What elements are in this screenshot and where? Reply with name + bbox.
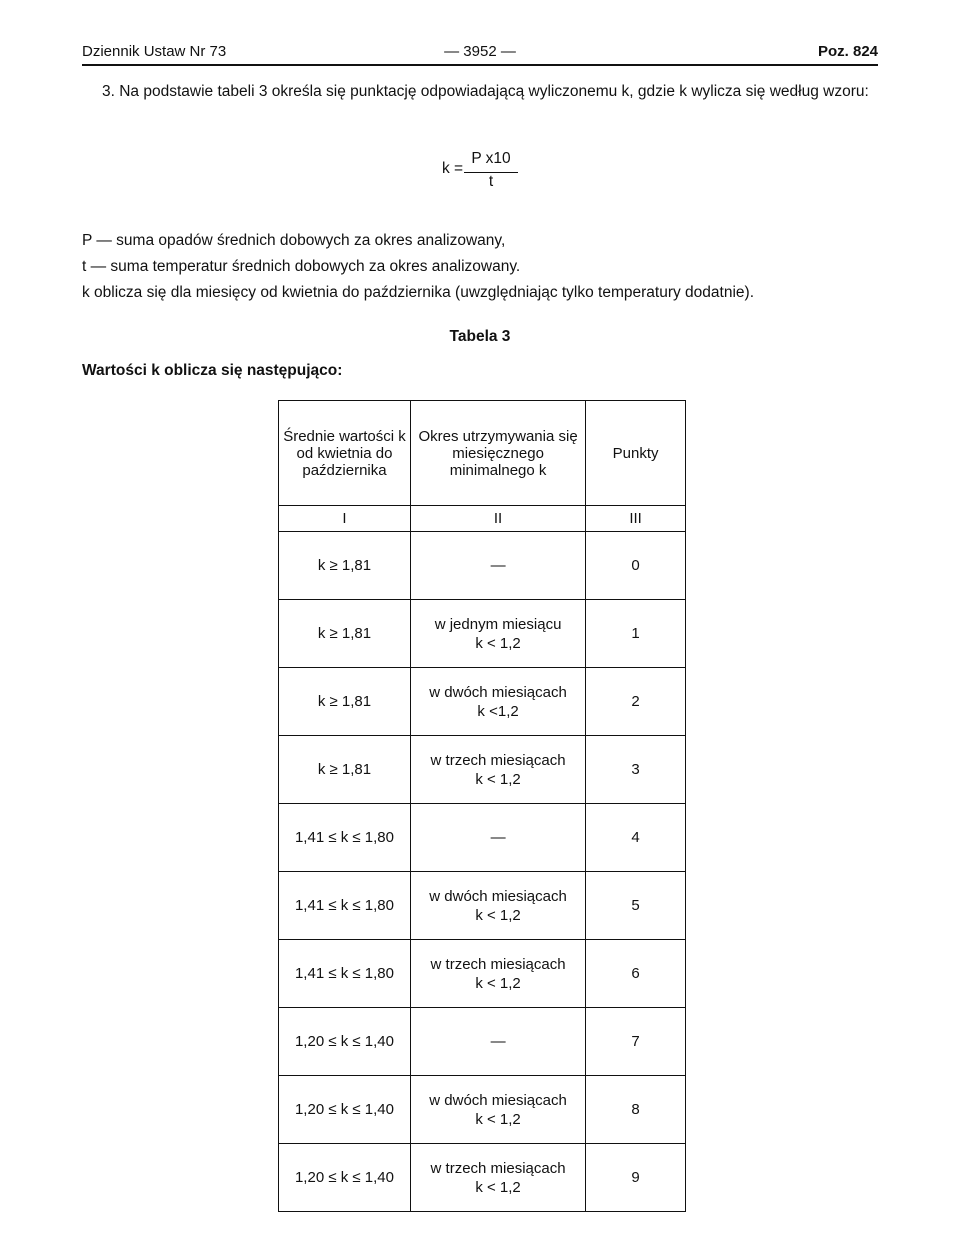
position-number: Poz. 824 [817,43,878,60]
period-cell [410,804,585,872]
table-row [279,668,686,736]
table-row [279,532,686,600]
period-cell [410,1008,585,1076]
period-cell [410,736,585,804]
period-line: w trzech miesiącach [430,955,566,973]
period-line: k < 1,2 [475,1110,521,1128]
points-table [278,400,686,1212]
k-range-cell: 1,20 ≤ k ≤ 1,40 [279,1144,411,1212]
period-line: k < 1,2 [475,906,521,924]
table-row [279,940,686,1008]
definition-p: P — suma opadów średnich dobowych za okres analizowany, [82,232,506,249]
points-cell: 0 [586,532,686,600]
period-cell [410,940,585,1008]
period-cell [410,532,585,600]
period-line: w jednym miesiącu [434,615,562,633]
points-cell: 1 [586,600,686,668]
column-number: II [410,506,585,532]
column-number: III [586,506,686,532]
table-row [279,872,686,940]
table-row [279,1076,686,1144]
journal-title: Dziennik Ustaw Nr 73 [82,43,227,60]
k-range-cell: k ≥ 1,81 [279,600,411,668]
k-range-cell: k ≥ 1,81 [279,736,411,804]
table-row [279,600,686,668]
period-cell [410,1076,585,1144]
header-period: Okres utrzymywania się miesięcznego minimalnego k [410,401,585,506]
points-cell: 3 [586,736,686,804]
period-cell [410,668,585,736]
k-range-cell: k ≥ 1,81 [279,668,411,736]
values-heading: Wartości k oblicza się następująco: [82,362,343,379]
k-range-cell: 1,41 ≤ k ≤ 1,80 [279,872,411,940]
table-caption: Tabela 3 [449,328,511,345]
points-cell: 6 [586,940,686,1008]
period-line: w trzech miesiącach [430,751,566,769]
definition-k: k oblicza się dla miesięcy od kwietnia do października (uwzględniając tylko temperatury dodatnie). [82,284,755,301]
definition-t: t — suma temperatur średnich dobowych za okres analizowany. [82,258,521,275]
definitions [82,228,878,306]
formula-lhs: k = [442,160,464,177]
formula-denominator: t [488,173,494,190]
k-range-cell: k ≥ 1,81 [279,532,411,600]
page-number: — 3952 — [444,43,516,60]
period-cell [410,872,585,940]
header-avg-k: Średnie wartości k od kwietnia do października [279,401,411,506]
period-line: k < 1,2 [475,1178,521,1196]
period-line: w dwóch miesiącach [429,683,567,701]
period-line: w trzech miesiącach [430,1159,566,1177]
points-cell: 2 [586,668,686,736]
k-range-cell: 1,41 ≤ k ≤ 1,80 [279,804,411,872]
points-cell: 9 [586,1144,686,1212]
points-cell: 5 [586,872,686,940]
period-line: — [490,557,506,574]
period-line: k < 1,2 [475,634,521,652]
table-row [279,1008,686,1076]
period-line: w dwóch miesiącach [429,887,567,905]
period-line: k < 1,2 [475,974,521,992]
points-cell: 8 [586,1076,686,1144]
header-rule [82,64,878,66]
page-header [82,43,878,63]
column-number: I [279,506,411,532]
period-line: — [490,1033,506,1050]
intro-paragraph: 3. Na podstawie tabeli 3 określa się punktację odpowiadającą wyliczonemu k, gdzie k wylicza się według wzoru: [102,83,869,100]
table-row [279,1144,686,1212]
table-row [279,736,686,804]
points-cell: 4 [586,804,686,872]
period-line: w dwóch miesiącach [429,1091,567,1109]
period-cell [410,600,585,668]
k-range-cell: 1,20 ≤ k ≤ 1,40 [279,1076,411,1144]
table-header-row [279,401,686,506]
formula-numerator: P x10 [471,150,511,167]
table-row [279,804,686,872]
period-cell [410,1144,585,1212]
period-line: k <1,2 [477,702,519,720]
k-range-cell: 1,41 ≤ k ≤ 1,80 [279,940,411,1008]
column-number-row [279,506,686,532]
points-cell: 7 [586,1008,686,1076]
period-line: — [490,829,506,846]
header-points: Punkty [586,401,686,506]
k-range-cell: 1,20 ≤ k ≤ 1,40 [279,1008,411,1076]
period-line: k < 1,2 [475,770,521,788]
